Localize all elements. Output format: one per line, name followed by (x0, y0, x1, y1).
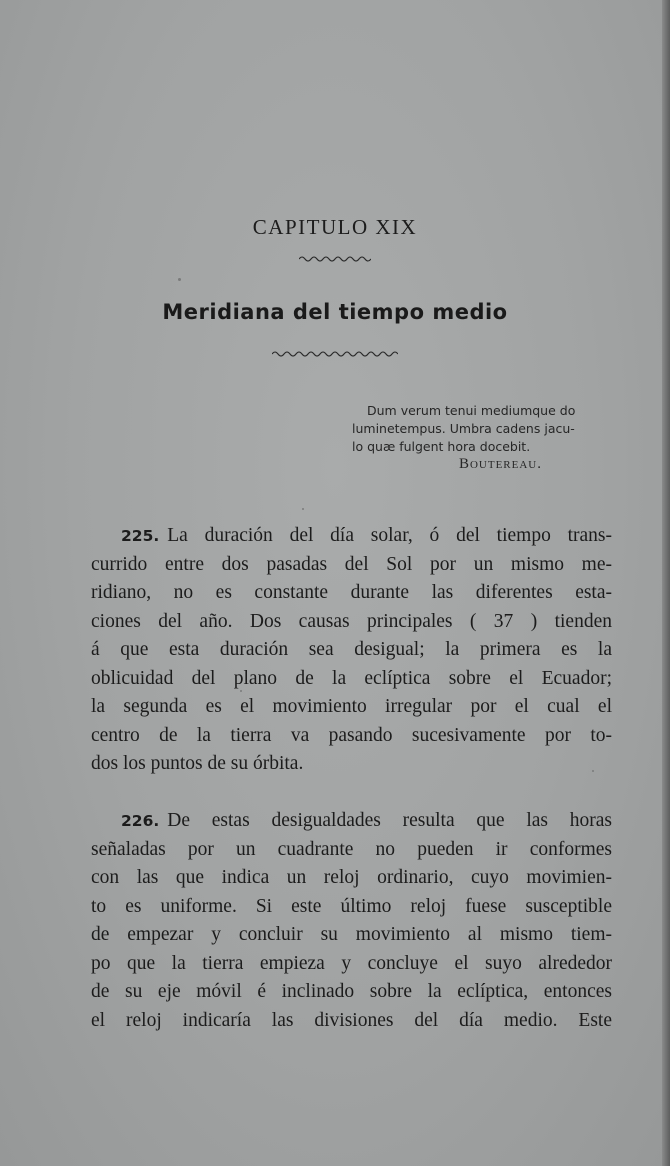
paragraph-line: to es uniforme. Si este último reloj fuese susceptible (91, 895, 612, 917)
epigraph-line: lo quæ fulgent hora docebit. (352, 439, 531, 454)
chapter-heading: CAPITULO XIX (252, 215, 418, 239)
paragraph-line: á que esta duración sea desigual; la primera es la (91, 639, 612, 660)
epigraph-author: Boutereau. (458, 456, 542, 472)
paragraph-line: po que la tierra empieza y concluye el suyo alrededor (91, 952, 612, 974)
paragraph-226 (91, 807, 612, 1035)
paper-speck (592, 770, 594, 772)
paragraph-line: señaladas por un cuadrante no pueden ir conformes (91, 838, 612, 860)
paragraph-line: ciones del año. Dos causas principales ( 37 ) tienden (91, 610, 612, 632)
paragraph-number: 225. (121, 527, 160, 545)
line-text: La duración del día solar, ó del tiempo trans- (167, 525, 612, 546)
paragraph-line: oblicuidad del plano de la eclíptica sobre el Ecuador; (91, 667, 612, 689)
section-title: Meridiana del tiempo medio (162, 300, 508, 324)
epigraph-line: luminetempus. Umbra cadens jacu- (352, 421, 575, 436)
paper-speck (178, 278, 181, 281)
line-text: De estas desigualdades resulta que las horas (167, 810, 612, 831)
ornament-wave-bottom (0, 345, 670, 363)
paragraph-line: de su eje móvil é inclinado sobre la eclíptica, entonces (91, 981, 612, 1002)
paragraph-line (91, 807, 612, 836)
paragraph-line: de empezar y concluir su movimiento al mismo tiem- (91, 924, 612, 945)
paragraph-line: el reloj indicaría las divisiones del día medio. Este (91, 1009, 612, 1031)
paper-speck (302, 508, 304, 510)
epigraph-line: Dum verum tenui mediumque do (367, 403, 576, 418)
paragraph-line: con las que indica un reloj ordinario, cuyo movimien- (91, 867, 612, 888)
paragraph-225 (91, 522, 612, 779)
paragraph-line: la segunda es el movimiento irregular por el cual el (91, 696, 612, 717)
paragraph-line: ridiano, no es constante durante las diferentes esta- (91, 582, 612, 603)
paragraph-line (91, 522, 612, 551)
ornament-wave-top (0, 250, 670, 268)
paragraph-line: currido entre dos pasadas del Sol por un mismo me- (91, 553, 612, 575)
paragraph-line: dos los puntos de su órbita. (91, 753, 304, 774)
page-edge (662, 0, 670, 1166)
paragraph-number: 226. (121, 812, 160, 830)
paragraph-line: centro de la tierra va pasando sucesivamente por to- (91, 724, 612, 746)
paper-speck (240, 690, 242, 692)
epigraph (352, 402, 612, 473)
